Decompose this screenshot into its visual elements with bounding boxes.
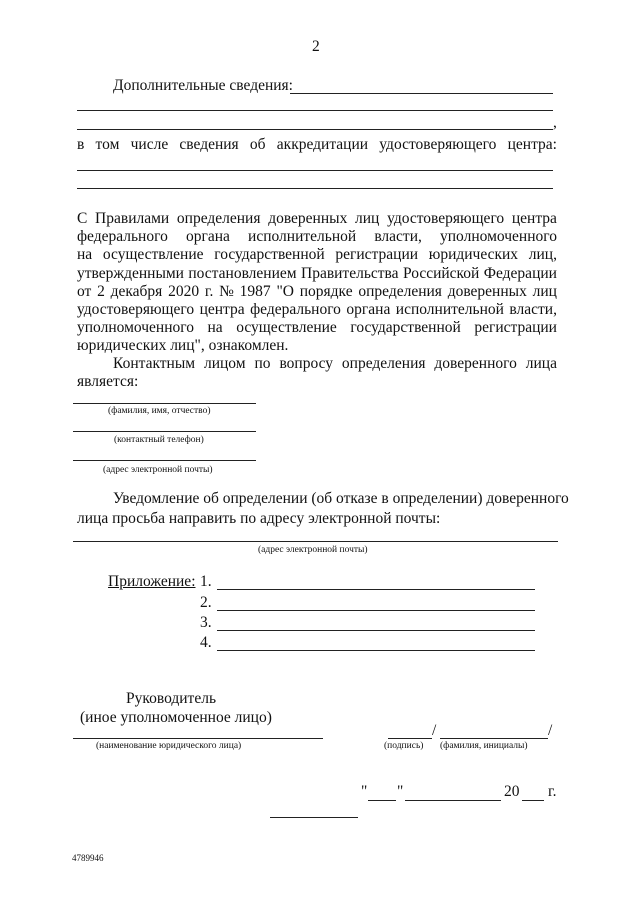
contact-intro-line2: является: — [77, 373, 139, 390]
rules-word: № — [219, 282, 234, 300]
accreditation-word: сведения — [179, 136, 239, 153]
notification-email-caption: (адрес электронной почты) — [258, 545, 368, 555]
accreditation-line-1[interactable] — [77, 170, 553, 171]
rules-word: уполномоченного — [77, 319, 194, 337]
contact-phone-line[interactable] — [73, 431, 256, 432]
rules-word: г. — [204, 282, 214, 300]
rules-word: доверенных — [268, 210, 348, 227]
attachment-line-2[interactable] — [217, 610, 535, 611]
rules-word: удостоверяющего — [387, 210, 505, 227]
rules-word: С — [77, 210, 88, 227]
rules-word: 2 — [97, 282, 105, 300]
notification-line-2: лица просьба направить по адресу электронной почты: — [77, 510, 441, 527]
initials-caption: (фамилия, инициалы) — [440, 741, 528, 751]
contact-email-line[interactable] — [73, 460, 256, 461]
org-name-line[interactable] — [73, 738, 323, 739]
attachment-line-4[interactable] — [217, 650, 535, 651]
rules-word: удостоверяющего — [77, 301, 195, 319]
notification-line-1: Уведомление об определении (об отказе в определении) доверенного — [113, 490, 569, 507]
rules-word: власти, — [509, 301, 557, 319]
date-month-line[interactable] — [405, 800, 501, 801]
contact-intro-word: определения — [341, 355, 426, 372]
signature-head: Руководитель — [126, 690, 217, 707]
additional-info-line-3[interactable] — [77, 129, 553, 130]
contact-intro-word: по — [254, 355, 271, 372]
rules-word: доверенных — [447, 282, 527, 300]
rules-word: определения — [176, 210, 261, 227]
attachment-number-3: 3. — [200, 614, 212, 631]
rules-word: исполнительной — [395, 301, 504, 319]
rules-line — [77, 228, 557, 246]
rules-word: исполнительной — [248, 228, 357, 246]
contact-name-line[interactable] — [73, 403, 256, 404]
rules-word: федерального — [77, 228, 168, 246]
accreditation-word: аккредитации — [276, 136, 369, 153]
initials-line[interactable] — [440, 738, 548, 739]
rules-line — [77, 283, 557, 301]
rules-word: Федерации — [483, 264, 557, 282]
attachment-number-4: 4. — [200, 634, 212, 651]
rules-word: органа — [185, 228, 230, 246]
rules-word: порядке — [299, 282, 353, 300]
attachments-label: Приложение: — [108, 573, 196, 590]
rules-word: регистрации — [474, 319, 557, 337]
rules-word: Российской — [402, 264, 480, 282]
rules-line — [77, 246, 557, 264]
date-year-prefix: 20 — [504, 783, 520, 800]
contact-intro — [113, 355, 557, 373]
rules-paragraph — [77, 210, 557, 356]
rules-word: лиц — [355, 210, 380, 227]
signature-slash-2: / — [548, 722, 553, 739]
rules-word: постановлением — [188, 264, 297, 282]
rules-word: 2020 — [168, 282, 200, 300]
contact-intro-word: доверенного — [434, 355, 517, 372]
rules-word: утвержденными — [77, 264, 184, 282]
signature-head-alt: (иное уполномоченное лицо) — [80, 709, 272, 726]
attachment-number-1: 1. — [200, 573, 212, 590]
accreditation-word: том — [95, 136, 120, 153]
accreditation-line-2[interactable] — [77, 188, 553, 189]
rules-word: лиц, — [528, 246, 557, 264]
signature-slash-1: / — [432, 722, 437, 739]
accreditation-word: об — [249, 136, 266, 153]
rules-word: декабря — [110, 282, 163, 300]
rules-line — [77, 301, 557, 319]
attachment-number-2: 2. — [200, 594, 212, 611]
notification-email-line[interactable] — [73, 541, 558, 542]
rules-word: власти, — [374, 228, 422, 246]
date-year-suffix: г. — [548, 783, 557, 800]
contact-email-caption: (адрес электронной почты) — [103, 465, 213, 475]
rules-word: от — [77, 282, 92, 300]
rules-word: государственной — [350, 319, 461, 337]
rules-word: осуществление — [102, 246, 204, 264]
rules-word: осуществление — [236, 319, 337, 337]
rules-word: 1987 — [239, 282, 271, 300]
rules-word: уполномоченного — [440, 228, 557, 246]
date-open-quote: " — [361, 783, 368, 800]
contact-intro-word: лицом — [203, 355, 246, 372]
contact-name-caption: (фамилия, имя, отчество) — [108, 406, 211, 416]
document-code: 4789946 — [72, 853, 104, 863]
footer-separator — [270, 817, 358, 818]
rules-line — [77, 319, 557, 337]
rules-last-line: юридических лиц", ознакомлен. — [77, 337, 289, 355]
accreditation-word: в — [77, 136, 85, 153]
signature-line[interactable] — [388, 738, 432, 739]
additional-info-line-1[interactable] — [290, 93, 553, 94]
accreditation-word: числе — [130, 136, 169, 153]
date-close-quote: " — [397, 783, 404, 800]
rules-word: на — [207, 319, 223, 337]
rules-word: лиц — [532, 282, 557, 300]
rules-word: Правилами — [95, 210, 170, 227]
contact-intro-word: лица — [525, 355, 557, 372]
accreditation-word: удостоверяющего — [379, 136, 497, 153]
rules-word: центра — [199, 301, 245, 319]
accreditation-label — [77, 136, 557, 154]
rules-word: государственной — [214, 246, 325, 264]
page-number: 2 — [312, 38, 320, 55]
rules-word: федерального — [250, 301, 341, 319]
additional-info-comma: , — [553, 114, 557, 131]
additional-info-line-2[interactable] — [77, 110, 553, 111]
rules-word: на — [77, 246, 93, 264]
rules-word: "О — [276, 282, 294, 300]
rules-word: Правительства — [301, 264, 399, 282]
date-year-line[interactable] — [522, 800, 544, 801]
attachment-line-1[interactable] — [217, 589, 535, 590]
date-day-line[interactable] — [368, 800, 396, 801]
signature-caption: (подпись) — [384, 741, 424, 751]
rules-line — [77, 210, 557, 228]
rules-word: юридических — [428, 246, 519, 264]
rules-line — [77, 265, 557, 283]
accreditation-word: центра: — [507, 136, 557, 153]
rules-word: определения — [358, 282, 442, 300]
org-name-caption: (наименование юридического лица) — [96, 741, 242, 751]
contact-intro-word: вопросу — [279, 355, 334, 372]
rules-word: центра — [511, 210, 557, 227]
attachment-line-3[interactable] — [217, 630, 535, 631]
rules-word: органа — [346, 301, 391, 319]
additional-info-label: Дополнительные сведения: — [113, 77, 293, 94]
contact-intro-word: Контактным — [113, 355, 196, 372]
rules-word: регистрации — [335, 246, 419, 264]
contact-phone-caption: (контактный телефон) — [114, 435, 204, 445]
